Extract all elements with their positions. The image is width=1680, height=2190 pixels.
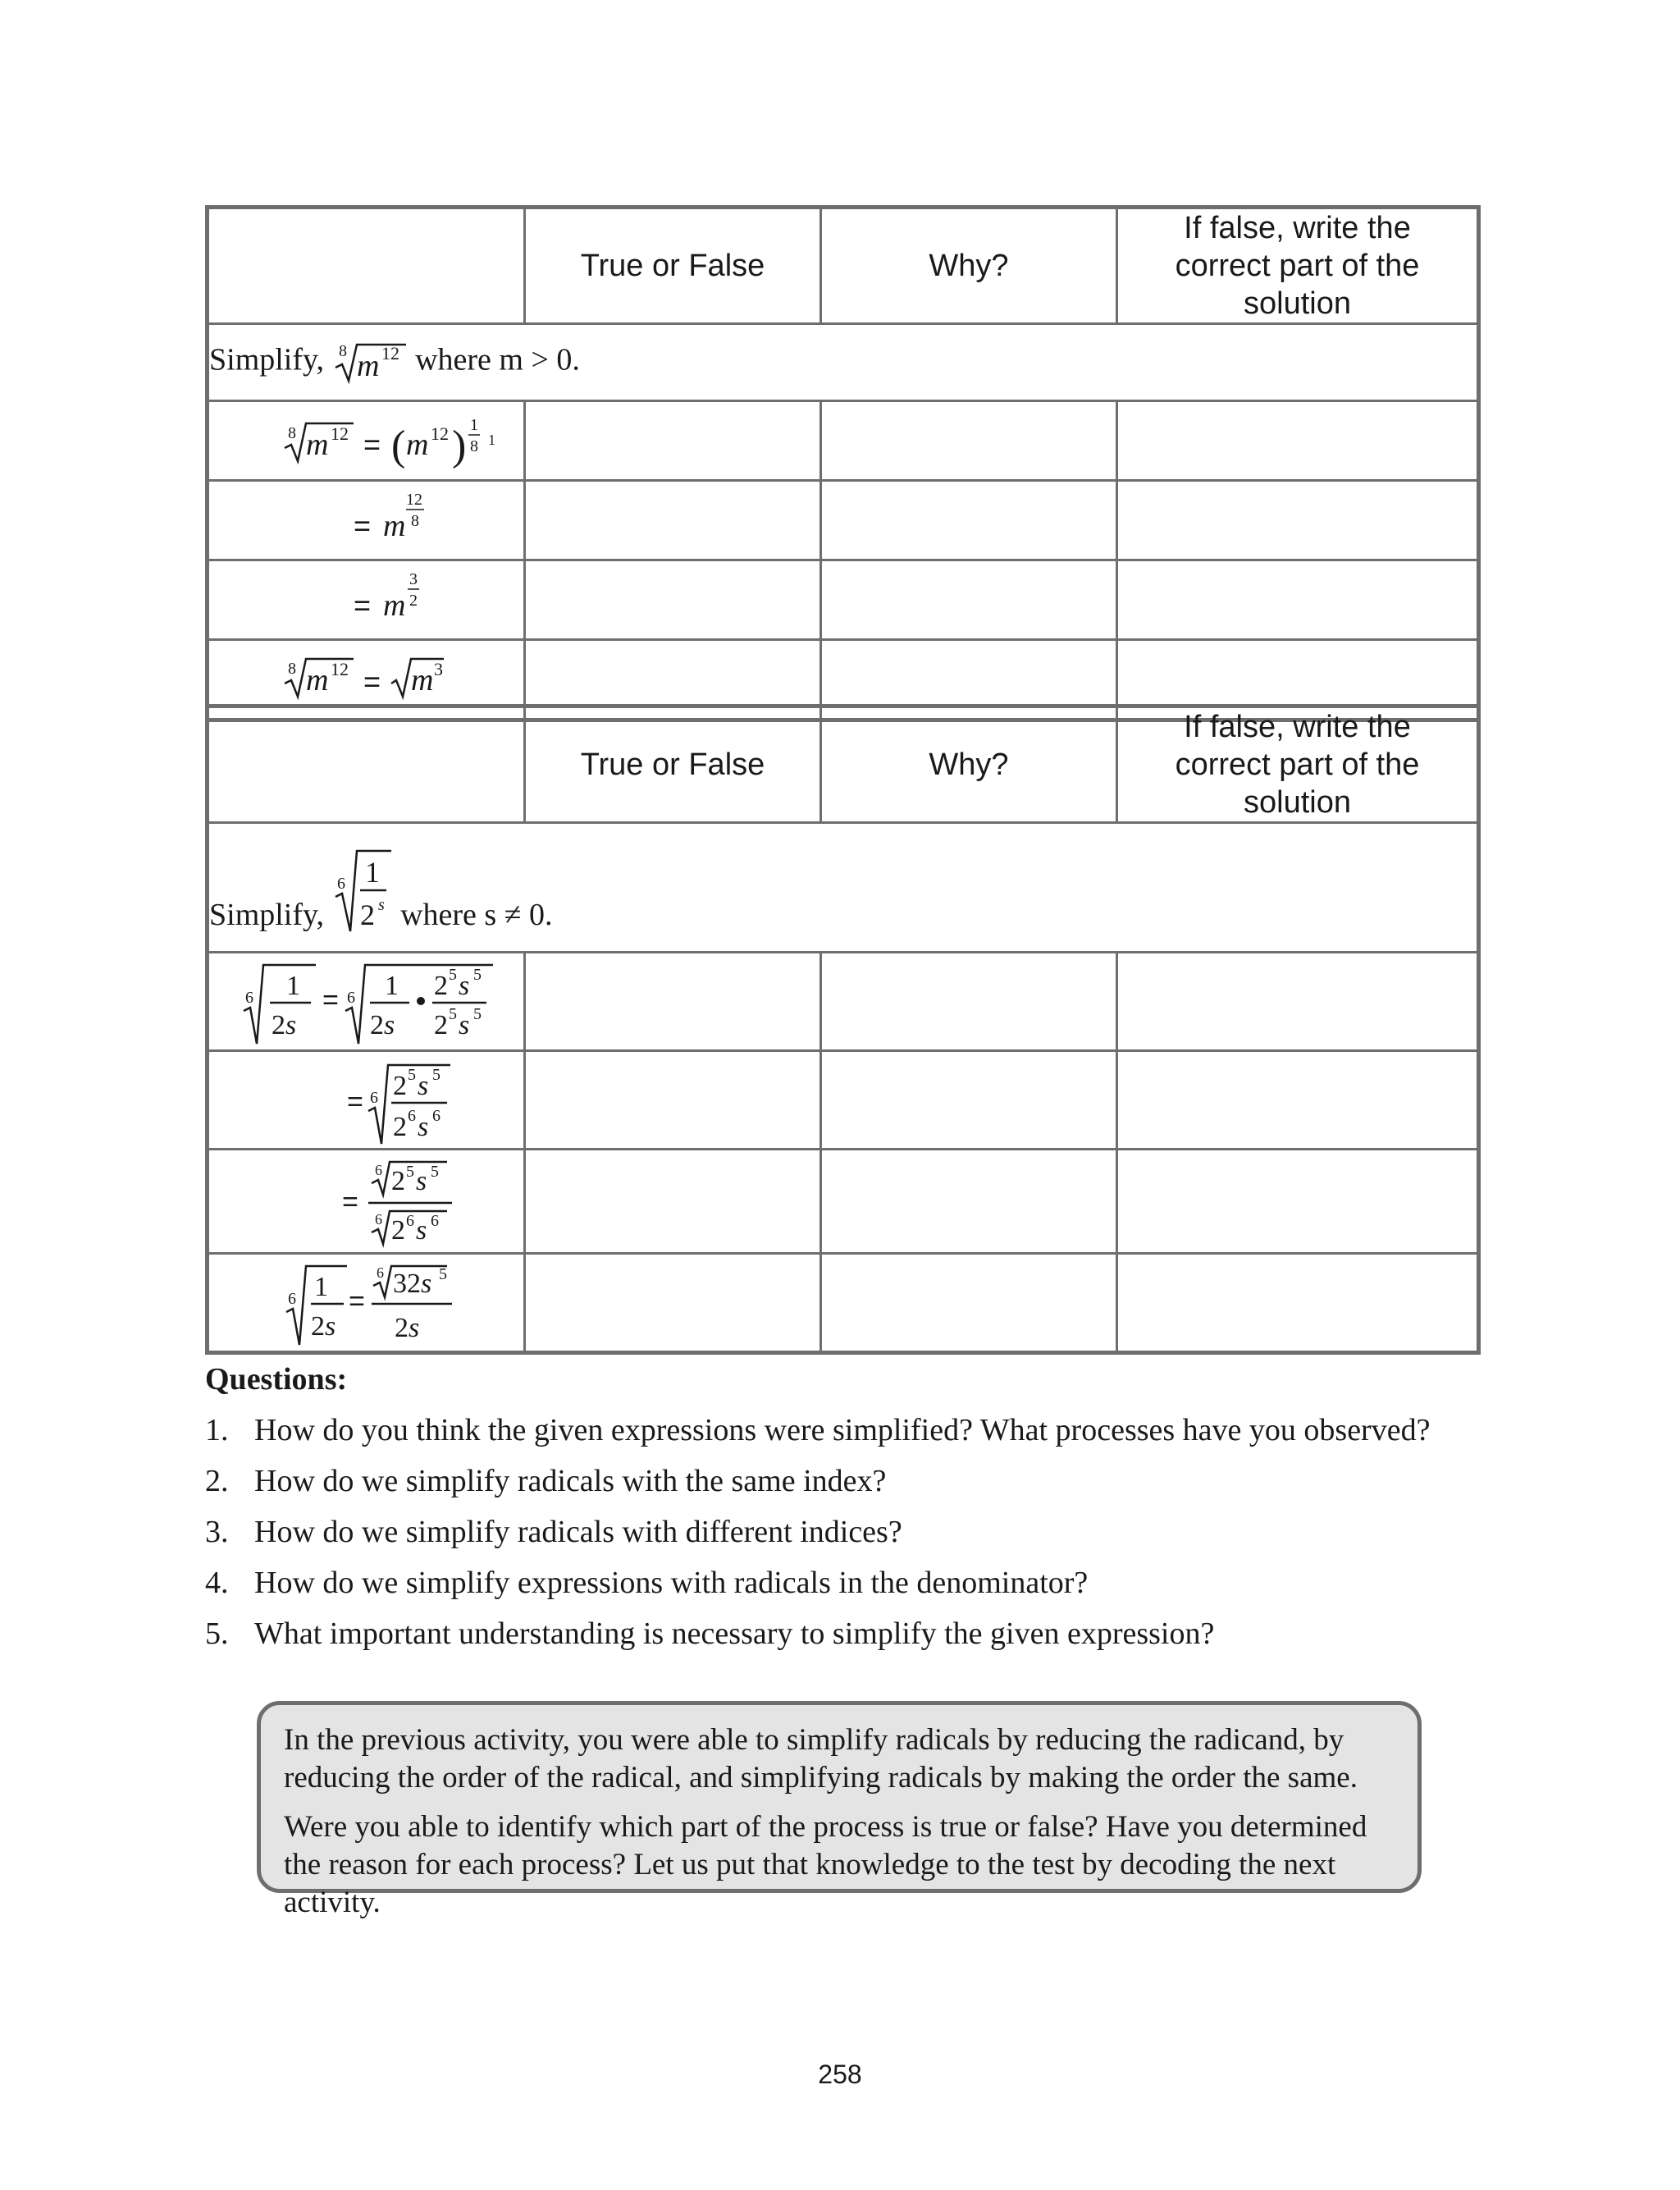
table-row xyxy=(208,481,1479,560)
header-why: Why? xyxy=(821,706,1117,823)
svg-text:2: 2 xyxy=(391,1166,405,1196)
correction-cell[interactable] xyxy=(1117,953,1479,1051)
svg-text:5: 5 xyxy=(473,1005,482,1023)
radical-expression xyxy=(332,846,393,936)
note-box xyxy=(257,1701,1422,1919)
table-row xyxy=(208,1254,1479,1353)
list-item: 5. What important understanding is necessary to simplify the given expression? xyxy=(205,1616,1215,1651)
svg-text:1: 1 xyxy=(488,432,495,448)
svg-text:6: 6 xyxy=(377,1264,384,1281)
svg-text:12: 12 xyxy=(331,423,349,444)
correction-cell[interactable] xyxy=(1117,481,1479,560)
svg-text:=: = xyxy=(363,665,381,698)
svg-text:2: 2 xyxy=(393,1112,407,1142)
svg-text:(: ( xyxy=(391,423,406,469)
svg-text:=: = xyxy=(354,509,372,542)
correction-cell[interactable] xyxy=(1117,401,1479,481)
list-item: 3. How do we simplify radicals with different indices? xyxy=(205,1515,902,1549)
radical-expression xyxy=(332,338,408,387)
worksheet-table-1 xyxy=(205,205,1481,722)
svg-text:5: 5 xyxy=(432,1066,441,1084)
step-expression xyxy=(208,953,525,1051)
questions-title: Questions: xyxy=(205,1362,348,1397)
true-false-cell[interactable] xyxy=(525,1150,821,1254)
svg-text:m: m xyxy=(306,663,329,697)
correction-cell[interactable] xyxy=(1117,1150,1479,1254)
why-cell[interactable] xyxy=(821,401,1117,481)
problem-row xyxy=(208,324,1479,401)
worksheet-table-2 xyxy=(205,704,1481,1355)
svg-text:6: 6 xyxy=(406,1212,414,1230)
why-cell[interactable] xyxy=(821,1051,1117,1150)
svg-text:8: 8 xyxy=(288,424,296,442)
svg-text:12: 12 xyxy=(406,491,422,509)
svg-text:6: 6 xyxy=(375,1162,382,1178)
true-false-cell[interactable] xyxy=(525,560,821,640)
svg-text:=: = xyxy=(322,985,339,1016)
list-item: 1. How do you think the given expressions were simplified? What processes have you observed? xyxy=(205,1413,1431,1447)
svg-text:8: 8 xyxy=(338,341,347,360)
svg-text:s: s xyxy=(377,896,385,914)
why-cell[interactable] xyxy=(821,481,1117,560)
problem-statement: Simplify, 8 m 12 where m > 0. xyxy=(208,324,1479,401)
svg-text:6: 6 xyxy=(370,1089,378,1107)
svg-text:=: = xyxy=(349,1286,365,1317)
svg-text:2s: 2s xyxy=(395,1313,420,1343)
svg-text:6: 6 xyxy=(245,989,253,1007)
why-cell[interactable] xyxy=(821,1254,1117,1353)
svg-text:m: m xyxy=(383,588,406,623)
step-expression xyxy=(208,1254,525,1353)
svg-text:6: 6 xyxy=(432,1107,441,1125)
step-expression xyxy=(208,481,525,560)
svg-text:s: s xyxy=(418,1112,429,1142)
list-item: 4. How do we simplify expressions with radicals in the denominator? xyxy=(205,1566,1089,1600)
true-false-cell[interactable] xyxy=(525,953,821,1051)
svg-text:s: s xyxy=(418,1071,429,1101)
svg-text:5: 5 xyxy=(431,1163,439,1181)
step-expression xyxy=(208,401,525,481)
svg-text:5: 5 xyxy=(439,1265,447,1283)
note-paragraph-1: In the previous activity, you were able to simplify radicals by reducing the radicand, by reducing the order of the radical, and simplifying radicals by making the order the same. xyxy=(284,1723,1358,1795)
table-header-row xyxy=(208,208,1479,324)
svg-text:32s: 32s xyxy=(393,1269,432,1299)
table-row xyxy=(208,560,1479,640)
svg-text:5: 5 xyxy=(406,1163,414,1181)
svg-text:12: 12 xyxy=(431,423,449,444)
svg-text:m: m xyxy=(406,427,429,462)
true-false-cell[interactable] xyxy=(525,1051,821,1150)
svg-text:2: 2 xyxy=(391,1215,405,1246)
problem-row xyxy=(208,823,1479,953)
why-cell[interactable] xyxy=(821,953,1117,1051)
svg-text:=: = xyxy=(342,1186,358,1218)
table-row xyxy=(208,401,1479,481)
questions-section xyxy=(205,1354,1559,1659)
header-blank-cell xyxy=(208,208,525,324)
svg-text:2: 2 xyxy=(359,898,375,931)
svg-text:2: 2 xyxy=(434,971,448,1001)
header-blank-cell xyxy=(208,706,525,823)
svg-text:3: 3 xyxy=(409,570,418,588)
svg-text:6: 6 xyxy=(375,1211,382,1228)
svg-text:m: m xyxy=(411,663,434,697)
svg-text:m: m xyxy=(356,348,380,383)
svg-text:2s: 2s xyxy=(370,1010,395,1040)
questions-list xyxy=(205,1405,1559,1659)
svg-text:8: 8 xyxy=(288,660,296,678)
svg-text:1: 1 xyxy=(286,971,300,1001)
svg-text:=: = xyxy=(363,427,381,461)
true-false-cell[interactable] xyxy=(525,481,821,560)
header-true-or-false: True or False xyxy=(525,208,821,324)
svg-text:m: m xyxy=(383,509,406,543)
table-header-row xyxy=(208,706,1479,823)
svg-text:2: 2 xyxy=(434,1010,448,1040)
svg-text:1: 1 xyxy=(364,856,380,889)
svg-text:3: 3 xyxy=(434,659,443,679)
correction-cell[interactable] xyxy=(1117,560,1479,640)
svg-text:=: = xyxy=(347,1086,363,1118)
svg-text:6: 6 xyxy=(288,1290,296,1308)
svg-text:): ) xyxy=(452,423,467,469)
correction-cell[interactable] xyxy=(1117,1051,1479,1150)
header-if-false: If false, write the correct part of the solution xyxy=(1117,706,1479,823)
svg-text:12: 12 xyxy=(331,659,349,679)
true-false-cell[interactable] xyxy=(525,401,821,481)
page-number: 258 xyxy=(818,2060,862,2089)
svg-text:s: s xyxy=(416,1215,427,1246)
svg-text:6: 6 xyxy=(431,1212,439,1230)
svg-text:2s: 2s xyxy=(311,1311,336,1342)
table-row xyxy=(208,953,1479,1051)
svg-text:5: 5 xyxy=(449,966,457,984)
svg-text:8: 8 xyxy=(411,512,419,530)
svg-text:s: s xyxy=(459,971,470,1001)
svg-text:2: 2 xyxy=(409,592,418,610)
header-true-or-false: True or False xyxy=(525,706,821,823)
svg-text:8: 8 xyxy=(470,437,478,455)
svg-text:s: s xyxy=(416,1166,427,1196)
svg-text:2s: 2s xyxy=(272,1010,297,1040)
svg-text:1: 1 xyxy=(314,1272,328,1302)
why-cell[interactable] xyxy=(821,560,1117,640)
table-row xyxy=(208,1051,1479,1150)
svg-text:12: 12 xyxy=(381,342,399,363)
svg-text:1: 1 xyxy=(470,416,478,434)
true-false-cell[interactable] xyxy=(525,1254,821,1353)
svg-text:2: 2 xyxy=(393,1071,407,1101)
step-expression xyxy=(208,560,525,640)
header-why: Why? xyxy=(821,208,1117,324)
why-cell[interactable] xyxy=(821,1150,1117,1254)
step-expression xyxy=(208,1150,525,1254)
svg-text:6: 6 xyxy=(336,875,345,893)
svg-text:5: 5 xyxy=(449,1005,457,1023)
svg-text:5: 5 xyxy=(473,966,482,984)
svg-text:6: 6 xyxy=(408,1107,416,1125)
table-row xyxy=(208,1150,1479,1254)
note-paragraph-2: Were you able to identify which part of the process is true or false? Have you determined the reason for each process? Let us put that knowledge to the test by decoding the next activity. xyxy=(284,1810,1367,1919)
svg-text:5: 5 xyxy=(408,1066,416,1084)
svg-text:=: = xyxy=(354,588,372,622)
header-if-false: If false, write the correct part of the solution xyxy=(1117,208,1479,324)
step-expression xyxy=(208,1051,525,1150)
problem-statement: Simplify, 6 1 2 s where s ≠ 0. xyxy=(208,823,1479,953)
svg-text:6: 6 xyxy=(347,989,355,1007)
svg-text:s: s xyxy=(459,1010,470,1040)
list-item: 2. How do we simplify radicals with the same index? xyxy=(205,1464,887,1498)
svg-text:1: 1 xyxy=(385,971,399,1001)
svg-text:m: m xyxy=(306,427,329,462)
correction-cell[interactable] xyxy=(1117,1254,1479,1353)
